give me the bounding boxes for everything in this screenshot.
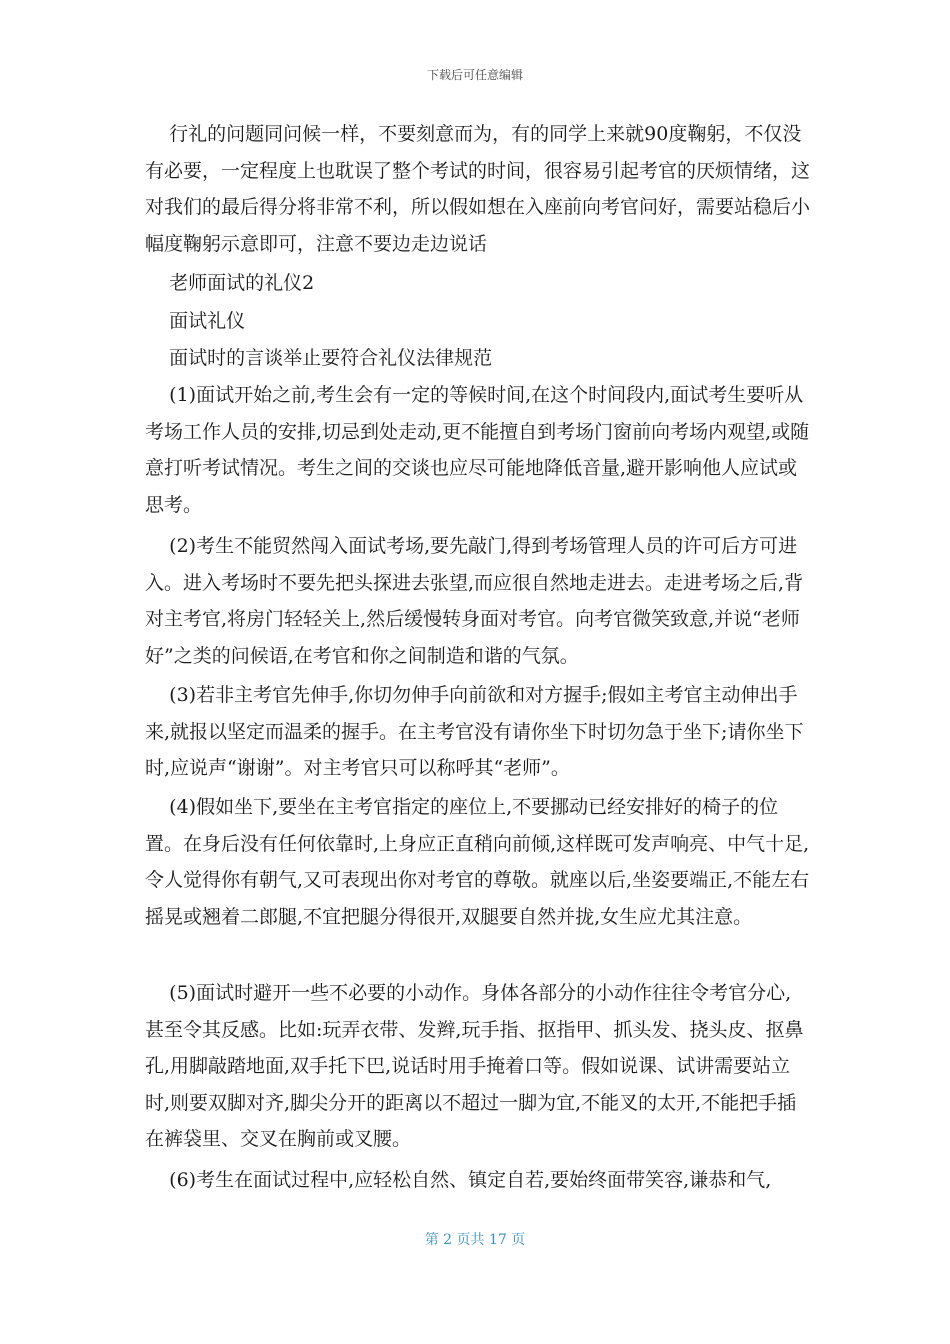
paragraph-item-1: (1)面试开始之前,考生会有一定的等候时间,在这个时间段内,面试考生要听从考场工作人员的安排,切忌到处走动,更不能擅自到考场门窗前向考场内观望,或随意打听考试情况。考生之间的交谈也应尽可能地降低音量,避开影响他人应试或思考。 (145, 384, 810, 516)
paragraph-item-2: (2)考生不能贸然闯入面试考场,要先敲门,得到考场管理人员的许可后方可进入。进入考场时不要先把头探进去张望,而应很自然地走进去。走进考场之后,背对主考官,将房门轻轻关上,然后缓慢转身面对考官。向考官微笑致意,并说“老师好”之类的问候语,在考官和你之间制造和谐的气氛。 (145, 535, 804, 667)
paragraph-item-4: (4)假如坐下,要坐在主考官指定的座位上,不要挪动已经安排好的椅子的位置。在身后没有任何依靠时,上身应正直稍向前倾,这样既可发声响亮、中气十足,令人觉得你有朝气,又可表现出你对考官的尊敬。就座以后,坐姿要端正,不能左右摇晃或翘着二郎腿,不宜把腿分得很开,双腿要自然并拢,女生应尤其注意。 (145, 796, 810, 928)
section-subtitle: 面试礼仪 (145, 310, 246, 332)
section-title: 老师面试的礼仪2 (145, 272, 315, 294)
paragraph-intro: 面试时的言谈举止要符合礼仪法律规范 (145, 347, 493, 369)
paragraph-item-3: (3)若非主考官先伸手,你切勿伸手向前欲和对方握手;假如主考官主动伸出手来,就报以坚定而温柔的握手。在主考官没有请你坐下时切勿急于坐下;请你坐下时,应说声“谢谢”。对主考官只可以称呼其“老师”。 (145, 684, 804, 779)
paragraph-bow: 行礼的问题同问候一样，不要刻意而为，有的同学上来就90度鞠躬，不仅没有必要，一定程度上也耽误了整个考试的时间，很容易引起考官的厌烦情绪，这对我们的最后得分将非常不利，所以假如想在入座前向考官问好，需要站稳后小幅度鞠躬示意即可，注意不要边走边说话 (145, 123, 811, 255)
paragraph-item-6: (6)考生在面试过程中,应轻松自然、镇定自若,要始终面带笑容,谦恭和气, (145, 1169, 772, 1191)
page-footer: 第 2 页共 17 页 (424, 1232, 526, 1248)
page-header: 下载后可任意编辑 (426, 68, 523, 82)
paragraph-item-5: (5)面试时避开一些不必要的小动作。身体各部分的小动作往往令考官分心,甚至令其反感。比如:玩弄衣带、发辫,玩手指、抠指甲、抓头发、挠头皮、抠鼻孔,用脚敲踏地面,双手托下巴,说话时用手掩着口等。假如说课、试讲需要站立时,则要双脚对齐,脚尖分开的距离以不超过一脚为宜,不能叉的太开,不能把手插在裤袋里、交叉在胸前或叉腰。 (145, 982, 804, 1150)
